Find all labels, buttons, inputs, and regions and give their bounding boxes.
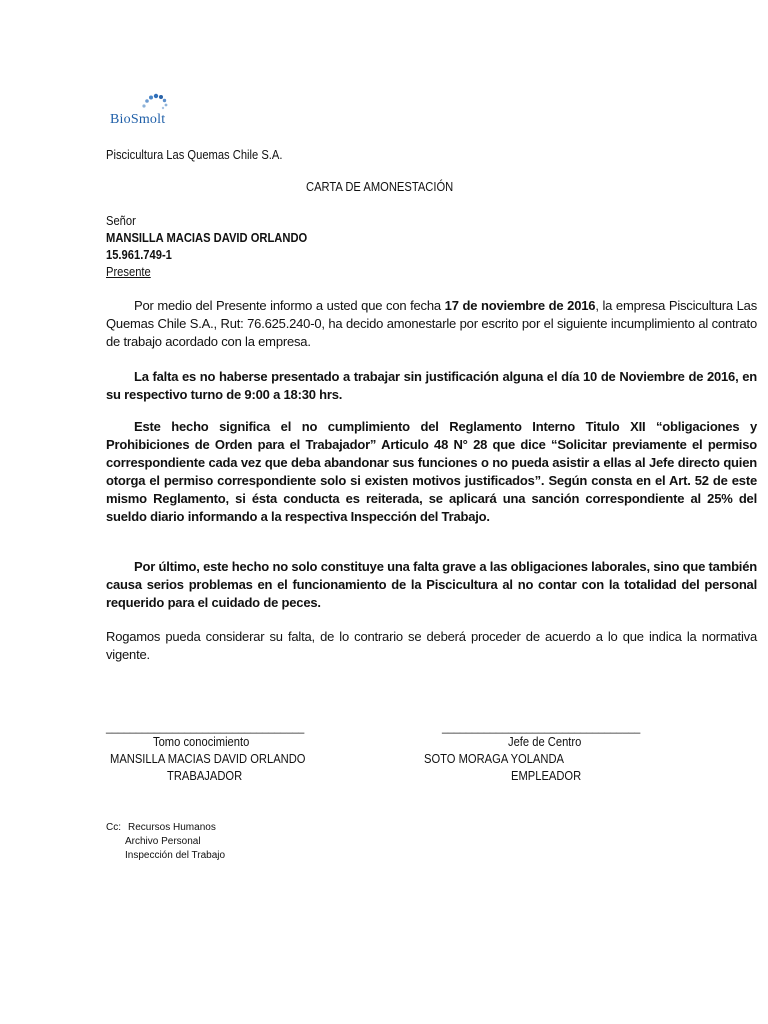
letter-title: CARTA DE AMONESTACIÓN xyxy=(306,179,454,194)
regulation-text: Este hecho significa el no cumplimiento del Reglamento Interno Titulo XII “obligaciones y Prohibiciones de Orden para el Trabajador” Articulo 48 N° 28 que dice “Solicitar previamente el permiso correspondiente cada vez que deba abandonar sus funciones o no pueda asistir a ellas al Jefe directo quien otorga el permiso correspondiente solo si existen motivos justificados”. Según consta en el Art. 52 de este mismo Reglamento, si ésta conducta es reiterada, se aplicará una sanción correspondiente al 25% del sueldo diario informando a la respectiva Inspección del Trabajo. xyxy=(106,419,757,524)
cc-item: Recursos Humanos xyxy=(128,822,216,833)
consequences-text: Por último, este hecho no solo constituye una falta grave a las obligaciones laborales, sino que también causa serios problemas en el funcionamiento de la Piscicultura al no contar con la totalidad del personal requerido para el cuidado de peces. xyxy=(106,559,757,610)
paragraph-closing xyxy=(106,628,757,664)
recipient-name: MANSILLA MACIAS DAVID ORLANDO xyxy=(106,230,308,245)
paragraph-intro xyxy=(106,297,757,351)
paragraph-fault xyxy=(106,368,757,404)
company-name: Piscicultura Las Quemas Chile S.A. xyxy=(106,147,283,162)
dots-arc-icon xyxy=(134,92,174,114)
signature-role-right: EMPLEADOR xyxy=(511,768,582,783)
cc-item: Archivo Personal xyxy=(125,836,201,847)
recipient-rut: 15.961.749-1 xyxy=(106,247,172,262)
company-logo xyxy=(106,92,186,132)
incident-date: 17 de noviembre de 2016 xyxy=(444,298,596,313)
signature-caption-left: Tomo conocimiento xyxy=(153,734,250,749)
signature-name-right: SOTO MORAGA YOLANDA xyxy=(424,751,565,766)
cc-label: Cc: xyxy=(106,822,121,833)
signature-role-left: TRABAJADOR xyxy=(167,768,243,783)
intro-text-end: , la empresa Piscicultura Las Quemas Chile S.A., Rut: 76.625.240-0, ha decido amonestarle por escrito por el siguiente incumplimiento al contrato de trabajo acordado con la empresa. xyxy=(106,298,758,349)
intro-text-start: Por medio del Presente informo a usted que con fecha xyxy=(134,298,445,313)
paragraph-consequences xyxy=(106,558,757,612)
signature-name-left: MANSILLA MACIAS DAVID ORLANDO xyxy=(110,751,306,766)
paragraph-regulation xyxy=(106,418,757,526)
cc-item: Inspección del Trabajo xyxy=(125,850,226,861)
fault-text: La falta es no haberse presentado a trabajar sin justificación alguna el día 10 de Noviembre de 2016, en su respectivo turno de 9:00 a 18:30 hrs. xyxy=(106,369,757,402)
logo-brand-text: BioSmolt xyxy=(110,112,166,127)
salutation: Señor xyxy=(106,213,136,228)
closing-text: Rogamos pueda considerar su falta, de lo contrario se deberá proceder de acuerdo a lo que indica la normativa vigente. xyxy=(106,629,757,662)
presente-label: Presente xyxy=(106,264,151,279)
signature-line-right: _________________________________ xyxy=(442,720,641,734)
signature-caption-right: Jefe de Centro xyxy=(508,734,582,749)
signature-line-left: _________________________________ xyxy=(106,720,305,734)
